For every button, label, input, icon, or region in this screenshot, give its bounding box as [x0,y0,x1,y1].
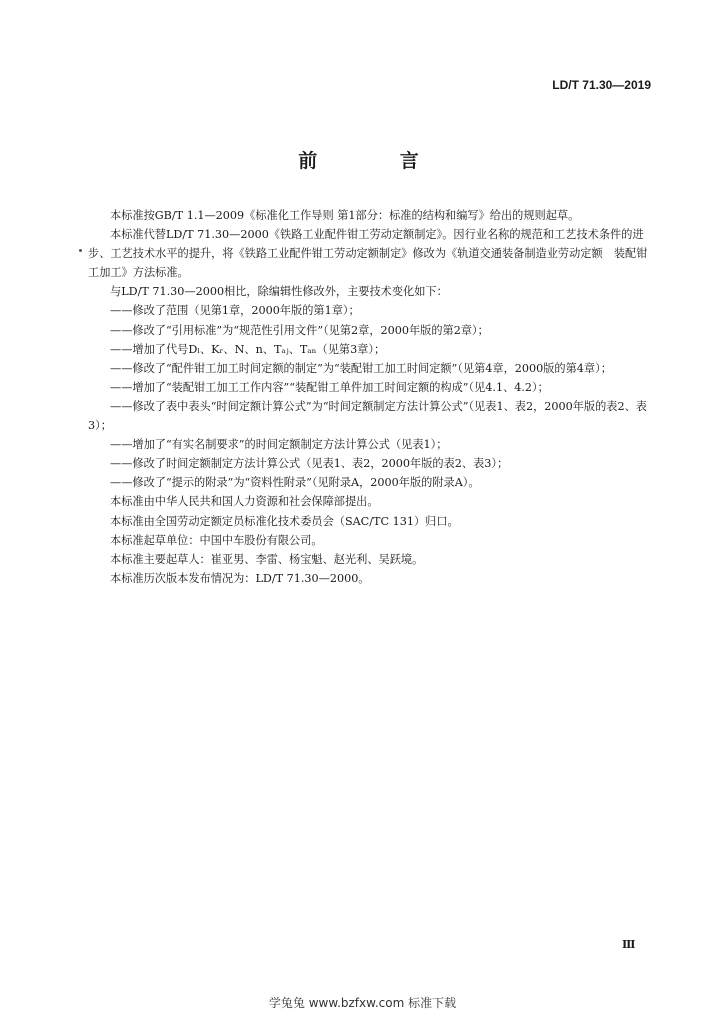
change-item: ——增加了“装配钳工加工工作内容”“装配钳工单件加工时间定额的构成”（见4.1、4.2）； [110,380,549,394]
change-item: ——修改了表中表头“时间定额计算公式”为“时间定额制定方法计算公式”（见表1、表2，2000年版的表2、表3）； [88,399,647,433]
paragraph-proposer: 本标准由中华人民共和国人力资源和社会保障部提出。 [110,495,379,509]
paragraph-drafters: 本标准主要起草人：崔亚男、李雷、杨宝魁、赵光利、吴跃境。 [110,552,424,566]
paragraph-replaces: 本标准代替LD/T 71.30—2000《铁路工业配件钳工劳动定额制定》。因行业名称的规范和工艺技术条件的进步、工艺技术水平的提升，将《铁路工业配件钳工劳动定额制定》修改为《轨道交通装备制造业劳动定额 装配钳工加工》方法标准。 [88,228,648,280]
paragraph-history: 本标准历次版本发布情况为：LD/T 71.30—2000。 [110,571,370,585]
paragraph-changes-intro: 与LD/T 71.30—2000相比，除编辑性修改外，主要技术变化如下： [110,285,448,299]
paragraph-committee: 本标准由全国劳动定额定员标准化技术委员会（SAC/TC 131）归口。 [110,514,459,528]
scan-mark [79,249,82,252]
paragraph-drafting-rules: 本标准按GB/T 1.1—2009《标准化工作导则 第1部分：标准的结构和编写》给出的规则起草。 [110,209,580,222]
change-item: ——增加了“有实名制要求”的时间定额制定方法计算公式（见表1）； [110,438,448,452]
change-item: ——修改了“配件钳工加工时间定额的制定”为“装配钳工加工时间定额”（见第4章，2000版的第4章）； [110,361,612,375]
change-item: ——修改了时间定额制定方法计算公式（见表1、表2，2000年版的表2、表3）； [110,457,509,471]
document-code: LD/T 71.30—2019 [552,78,651,92]
paragraph-drafting-unit: 本标准起草单位：中国中车股份有限公司。 [110,533,323,547]
footer-watermark: 学兔兔 www.bzfxw.com 标准下载 [268,996,457,1010]
change-item: ——增加了代号Dₗ、Kᵣ、N、n、Tₐⱼ、Tₐₙ（见第3章）； [110,342,386,356]
change-item: ——修改了“引用标准”为“规范性引用文件”（见第2章，2000年版的第2章）； [110,323,489,337]
foreword-body [88,206,654,588]
page-number: Ⅲ [622,938,636,951]
change-item: ——修改了范围（见第1章，2000年版的第1章）； [110,304,360,318]
change-item: ——修改了“提示的附录”为“资料性附录”（见附录A，2000年版的附录A）。 [110,476,480,490]
page-title: 前 言 [298,150,457,172]
